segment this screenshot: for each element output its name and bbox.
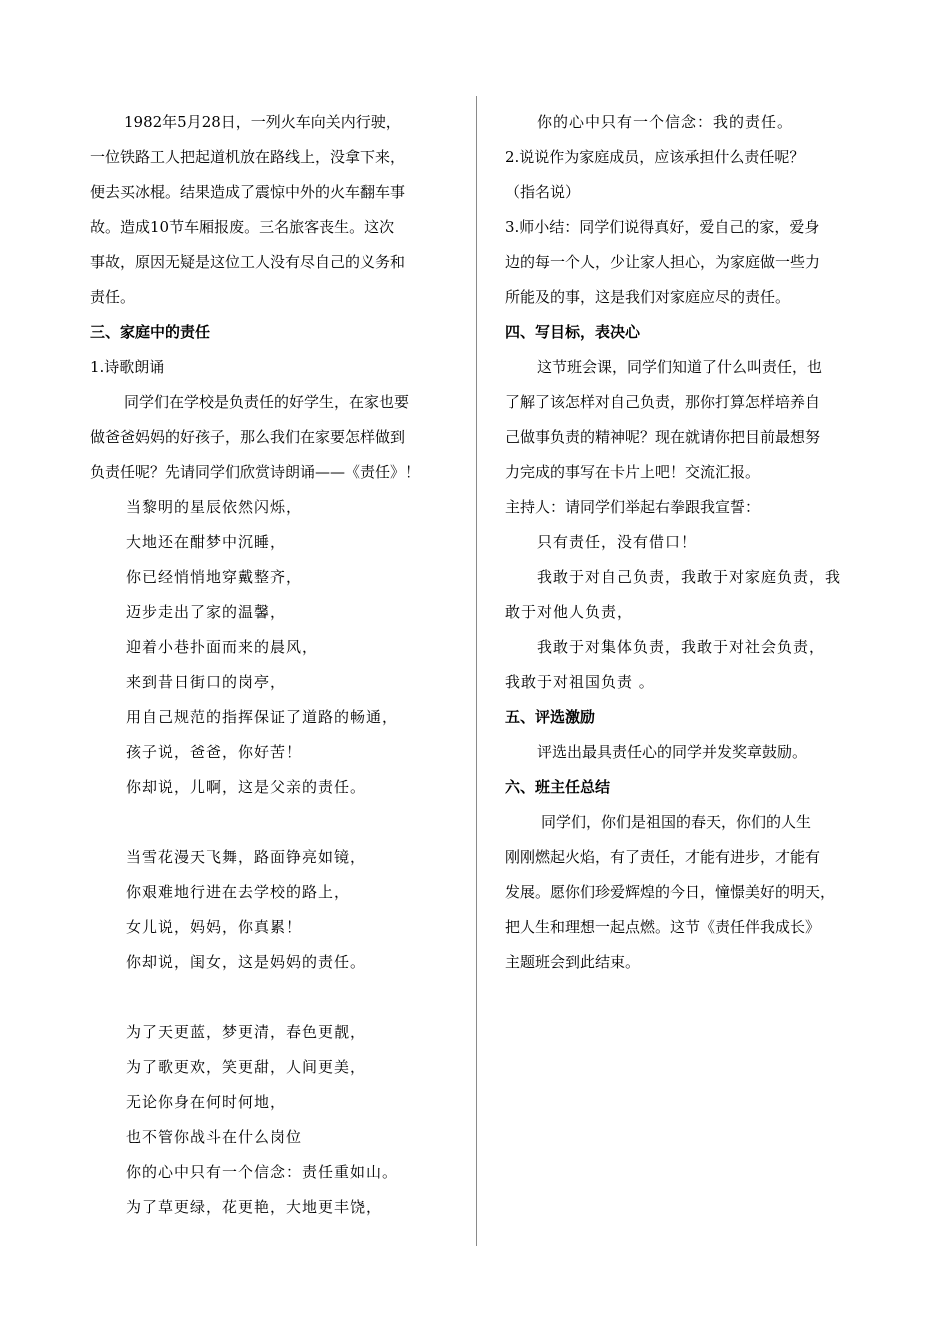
section-heading: 五、评选激励 [505,708,596,726]
section4-paragraph [505,350,865,490]
section-heading: 四、写目标，表决心 [505,323,641,341]
text-line: 负责任呢？先请同学们欣赏诗朗诵——《责任》！ [90,463,421,481]
poem-stanza-3 [90,1015,455,1225]
poem-line: 孩子说，爸爸，你好苦！ [126,743,303,761]
text-line: 1982年5月28日，一列火车向关内行驶， [124,113,401,131]
right-column [505,105,865,980]
section6-paragraph [505,805,865,980]
oath-block [505,525,865,700]
text-line: 刚刚燃起火焰，有了责任，才能有进步，才能有 [505,848,821,866]
poem-line: 也不管你战斗在什么岗位 [126,1128,303,1146]
item-text: 2.说说作为家庭成员，应该承担什么责任呢？ [505,148,805,166]
text-line: 主题班会到此结束。 [505,953,641,971]
oath-line: 只有责任，没有借口！ [537,533,698,551]
item-note: （指名说） [505,183,581,201]
poem-line: 你却说，闺女，这是妈妈的责任。 [126,953,367,971]
poem-line: 迈步走出了家的温馨， [126,603,287,621]
item3-paragraph [505,210,865,315]
host-line: 主持人：请同学们举起右拳跟我宣誓： [505,498,761,516]
text-line: 同学们，你们是祖国的春天，你们的人生 [541,813,812,831]
poem-line: 无论你身在何时何地， [126,1093,287,1111]
poem-stanza-1 [90,490,455,805]
intro-paragraph [90,105,455,315]
oath-line: 我敢于对集体负责，我敢于对社会负责， [537,638,826,656]
text-line: 发展。愿你们珍爱辉煌的今日，憧憬美好的明天， [505,883,836,901]
poem-line: 为了草更绿，花更艳，大地更丰饶， [126,1198,383,1216]
text-line: 同学们在学校是负责任的好学生，在家也要 [124,393,410,411]
text-line: 所能及的事，这是我们对家庭应尽的责任。 [505,288,791,306]
left-column [90,105,455,1225]
text-line: 事故，原因无疑是这位工人没有尽自己的义务和 [90,253,406,271]
oath-line: 我敢于对祖国负责 。 [505,673,655,691]
poem-line: 用自己规范的指挥保证了道路的畅通， [126,708,399,726]
text-line: 故。造成10节车厢报废。三名旅客丧生。这次 [90,218,395,236]
poem-line: 为了歌更欢，笑更甜，人间更美， [126,1058,367,1076]
text-line: 这节班会课，同学们知道了什么叫责任，也 [537,358,823,376]
item1-paragraph [90,385,455,490]
poem-line: 你却说，儿啊，这是父亲的责任。 [126,778,367,796]
text-line: 做爸爸妈妈的好孩子，那么我们在家要怎样做到 [90,428,406,446]
text-line: 评选出最具责任心的同学并发奖章鼓励。 [537,743,808,761]
poem-line: 当黎明的星辰依然闪烁， [126,498,303,516]
oath-line: 我敢于对自己负责，我敢于对家庭负责，我 [537,568,842,586]
poem-line: 大地还在酣梦中沉睡， [126,533,287,551]
text-line: 己做事负责的精神呢？现在就请你把目前最想努 [505,428,821,446]
poem-line: 为了天更蓝，梦更清，春色更靓， [126,1023,367,1041]
poem-line: 你的心中只有一个信念：责任重如山。 [126,1163,399,1181]
item-label: 1.诗歌朗诵 [90,358,165,376]
poem-line: 你已经悄悄地穿戴整齐， [126,568,303,586]
poem-line: 当雪花漫天飞舞，路面铮亮如镜， [126,848,367,866]
text-line: 3.师小结：同学们说得真好，爱自己的家，爱身 [505,218,820,236]
poem-line: 女儿说，妈妈，你真累！ [126,918,303,936]
text-line: 边的每一个人，少让家人担心，为家庭做一些力 [505,253,821,271]
poem-stanza-2 [90,840,455,980]
stanza-gap [90,980,455,1015]
text-line: 便去买冰棍。结果造成了震惊中外的火车翻车事 [90,183,406,201]
poem-line: 来到昔日街口的岗亭， [126,673,287,691]
text-line: 一位铁路工人把起道机放在路线上，没拿下来， [90,148,406,166]
text-line: 力完成的事写在卡片上吧！交流汇报。 [505,463,761,481]
section-heading: 六、班主任总结 [505,778,611,796]
column-divider [476,96,477,1246]
text-line: 责任。 [90,288,136,306]
poem-line: 迎着小巷扑面而来的晨风， [126,638,319,656]
text-line: 了解了该怎样对自己负责，那你打算怎样培养自 [505,393,821,411]
text-line: 把人生和理想一起点燃。这节《责任伴我成长》 [505,918,821,936]
poem-line: 你的心中只有一个信念：我的责任。 [537,113,794,131]
oath-line: 敢于对他人负责， [505,603,634,621]
poem-line: 你艰难地行进在去学校的路上， [126,883,351,901]
stanza-gap [90,805,455,840]
section-heading: 三、家庭中的责任 [90,323,211,341]
